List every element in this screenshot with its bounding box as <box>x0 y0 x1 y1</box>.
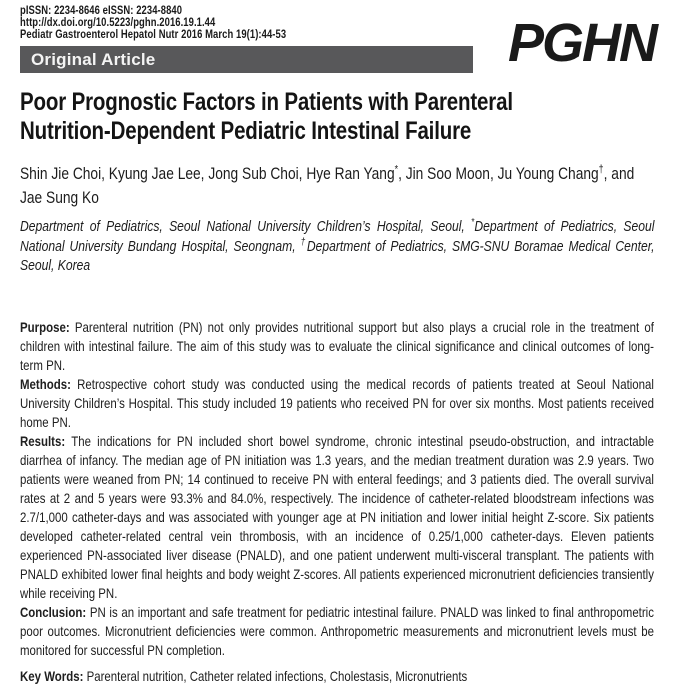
abstract-body <box>20 318 654 660</box>
journal-meta <box>20 6 556 41</box>
affiliation-text: Department of Pediatrics, Seoul National University Bundang Hospital, Seongnam, <box>20 219 655 255</box>
abstract-section-text: Retrospective cohort study was conducted using the medical records of patients treated at Seoul National University Children’s Hospital. This study included 19 patients who received PN for over six months. Most patients received home PN. <box>20 376 654 431</box>
abstract-section-label: Purpose: <box>20 319 75 336</box>
abstract-section-label: Conclusion: <box>20 604 90 621</box>
author-affiliation-mark: † <box>598 163 604 176</box>
abstract-section-text: Parenteral nutrition (PN) not only provides nutritional support but also plays a crucial role in the treatment of children with intestinal failure. The aim of this study was to evaluate the clinical significance and clinical outcomes of long-term PN. <box>20 319 654 374</box>
abstract-section-label: Methods: <box>20 376 78 393</box>
abstract-section-text: PN is an important and safe treatment for pediatric intestinal failure. PNALD was linked to final anthropometric poor outcomes. Micronutrient deficiencies were common. Anthropometric measurements and micronutrient levels must be monitored for successful PN completion. <box>20 604 654 659</box>
author-name: Ju Young Chang <box>497 164 599 184</box>
author-affiliation-mark: * <box>394 163 399 176</box>
abstract-section <box>20 318 654 375</box>
author-name: Shin Jie Choi <box>20 164 102 184</box>
keywords-label: Key Words: <box>20 668 84 685</box>
keywords-line <box>20 667 654 686</box>
abstract-section-text: The indications for PN included short bowel syndrome, chronic intestinal pseudo-obstruction, and intractable diarrhea of infancy. The median age of PN initiation was 1.3 years, and the median treatment duration was 2.9 years. Two patients were weaned from PN; 14 continued to receive PN with enteral feedings; and 3 patients died. The overall survival rates at 2 and 5 years were 93.3% and 84.0%, respectively. The incidence of catheter-related bloodstream infections was 2.7/1,000 catheter-days and was associated with younger age at PN initiation and lower initial height Z-score. Six patients developed catheter-related central vein thrombosis, with an incidence of 0.25/1,000 catheter-days. Eleven patients experienced PN-associated liver disease (PNALD), and one patient underwent multi-visceral transplant. The patients with PNALD exhibited lower final heights and body weight Z-scores. All patients experienced micronutrient deficiencies transiently while receiving PN. <box>20 433 654 602</box>
affiliation-mark: † <box>300 236 307 248</box>
abstract-section <box>20 603 654 660</box>
article-type-label: Original Article <box>31 50 156 70</box>
journal-logo: PGHN <box>507 13 656 73</box>
doi-link[interactable]: http://dx.doi.org/10.5223/pghn.2016.19.1.44 <box>20 16 216 29</box>
abstract-section-label: Results: <box>20 433 72 450</box>
author-name: Jong Sub Choi <box>208 164 299 184</box>
affiliation-text: Department of Pediatrics, Seoul National University Children’s Hospital, Seoul, <box>20 219 472 236</box>
keywords-text: Parenteral nutrition, Catheter related infections, Cholestasis, Micronutrients <box>86 668 468 685</box>
author-name: Kyung Jae Lee <box>108 164 201 184</box>
citation-line: Pediatr Gastroenterol Hepatol Nutr 2016 March 19(1):44-53 <box>20 28 287 41</box>
abstract-section <box>20 375 654 432</box>
page-title: Poor Prognostic Factors in Patients with Parenteral Nutrition-Dependent Pediatric Intestinal Failure <box>20 88 513 146</box>
issn-line: pISSN: 2234-8646 eISSN: 2234-8840 <box>20 5 183 17</box>
abstract-section <box>20 432 654 603</box>
affiliation-mark: * <box>471 217 475 229</box>
author-name: Jin Soo Moon <box>405 164 490 184</box>
author-list: Shin Jie Choi, Kyung Jae Lee, Jong Sub Choi, Hye Ran Yang*, Jin Soo Moon, Ju Young Chang†, and Jae Sung Ko <box>20 163 635 207</box>
affiliation-text: Department of Pediatrics, SMG-SNU Boramae Medical Center, Seoul, Korea <box>20 238 655 274</box>
author-name: Hye Ran Yang <box>306 164 395 184</box>
article-type-bar <box>20 46 473 73</box>
affiliation-block <box>20 218 654 276</box>
author-name: Jae Sung Ko <box>20 187 99 207</box>
